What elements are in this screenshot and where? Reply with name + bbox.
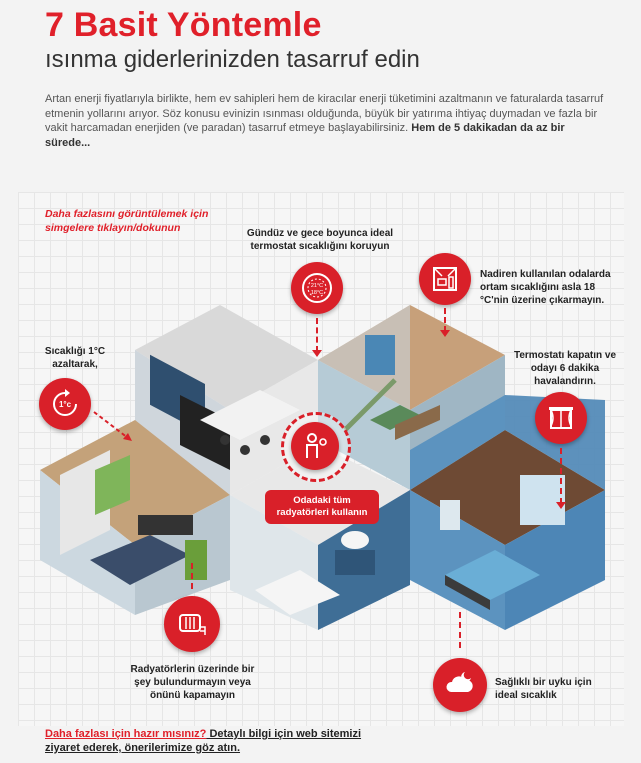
connector-arrow [556, 502, 566, 509]
thermostat-icon [299, 270, 335, 306]
connector-line [191, 563, 193, 589]
tip-dont-cover-radiators: Radyatörlerin üzerinde bir şey bulundurmayın veya önünü kapamayın [130, 664, 255, 701]
radiator-chair-icon [175, 607, 209, 641]
all-radiators-label: Odadaki tüm radyatörleri kullanın [265, 490, 379, 524]
tip-day-night: Gündüz ve gece boyunca ideal termostat sıcaklığını koruyun [246, 228, 394, 252]
thermometer-dial-icon [48, 387, 82, 421]
all-radiators-button[interactable] [291, 422, 339, 470]
intro-paragraph [45, 92, 605, 150]
tip-lower-one-degree: Sıcaklığı 1°C azaltarak, [44, 346, 106, 370]
one-degree-value: 1°c [58, 400, 72, 409]
connector-arrow [440, 330, 450, 337]
footer-cta [45, 727, 375, 755]
ventilate-button[interactable] [535, 392, 587, 444]
footer-text: Detaylı bilgi için web sitemizi ziyaret ederek, önerilerimize göz atın. [45, 728, 362, 754]
radiator-button[interactable] [164, 596, 220, 652]
tip-sleep-temperature: Sağlıklı bir uyku için ideal sıcaklık [495, 677, 592, 701]
tip-ventilate: Termostatı kapatın ve odayı 6 dakika havalandırın. [513, 350, 617, 387]
one-degree-button[interactable] [39, 378, 91, 430]
person-radiator-icon [300, 431, 330, 461]
footer-link[interactable]: Daha fazlası için hazır mısınız? [45, 728, 207, 740]
thermostat-bottom-value: 18°C [310, 290, 324, 296]
cloud-moon-icon [443, 668, 477, 702]
room-icon [430, 264, 460, 294]
intro-text: Artan enerji fiyatlarıyla birlikte, hem ev sahipleri hem de kiracılar enerji tüketimini azaltmanın ve faturalarda tasarruf etmenin yollarını arıyor. Söz konusu evinizin ısınması olduğunda, büyük bir yatırıma ihtiyaç duymadan ve fazla bir vakit harcamadan enerjiden (ve paradan) tasarruf etmeye başlayabilirsiniz. [45, 93, 604, 134]
rarely-used-room-button[interactable] [419, 253, 471, 305]
thermostat-top-value: 21°C [310, 283, 324, 289]
connector-arrow [312, 350, 322, 357]
connector-arrow-diagonal [92, 410, 137, 445]
window-icon [545, 402, 577, 434]
connector-line [316, 318, 318, 352]
connector-line [560, 448, 562, 504]
connector-line [444, 308, 446, 332]
thermostat-button[interactable] [291, 262, 343, 314]
page-title: 7 Basit Yöntemle [45, 6, 322, 44]
page-subtitle: ısınma giderlerinizden tasarruf edin [45, 46, 420, 73]
sleep-button[interactable] [433, 658, 487, 712]
intro-bold: Hem de 5 dakikadan da az bir sürede... [45, 122, 565, 149]
tip-rarely-used-rooms: Nadiren kullanılan odalarda ortam sıcaklığını asla 18 °C'nin üzerine çıkarmayın. [480, 269, 611, 306]
connector-line [459, 612, 461, 648]
click-hint: Daha fazlasını görüntülemek için simgelere tıklayın/dokunun [45, 208, 209, 234]
